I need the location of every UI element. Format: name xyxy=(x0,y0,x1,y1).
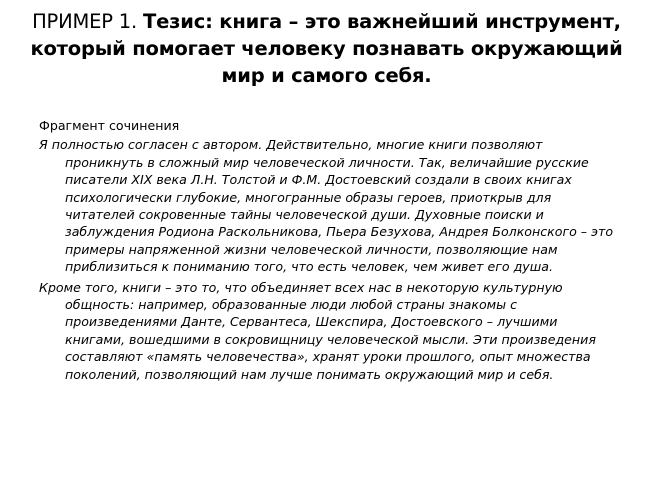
fragment-label: Фрагмент сочинения xyxy=(39,118,180,133)
title-prefix: ПРИМЕР 1. xyxy=(32,10,138,33)
slide-title xyxy=(20,8,633,89)
title-thesis: Тезис: книга – это важнейший инструмент, который помогает человеку познавать окружающий мир и самого себя. xyxy=(30,10,623,87)
essay-paragraph: Я полностью согласен с автором. Действительно, многие книги позволяют проникнуть в сложный мир человеческой личности. Так, величайшие русские писатели XIX века Л.Н. Толстой и Ф.М. Достоевский создали в своих книгах психологически глубокие, многогранные образы героев, приоткрыв для читателей сокровенные тайны человеческой души. Духовные поиски и заблуждения Родиона Раскольникова, Пьера Безухова, Андрея Болконского – это примеры напряженной жизни человеческой личности, позволяющие нам приблизиться к пониманию того, что есть человек, чем живет его душа. xyxy=(39,137,614,275)
essay-paragraph: Кроме того, книги – это то, что объединяет всех нас в некоторую культурную общность: например, образованные люди любой страны знакомы с произведениями Данте, Сервантеса, Шекспира, Достоевского – лучшими книгами, вошедшими в сокровищницу человеческой мысли. Эти произведения составляют «память человечества», хранят уроки прошлого, опыт множества поколений, позволяющий нам лучше понимать окружающий мир и себя. xyxy=(39,279,596,382)
essay-fragment xyxy=(39,117,619,386)
